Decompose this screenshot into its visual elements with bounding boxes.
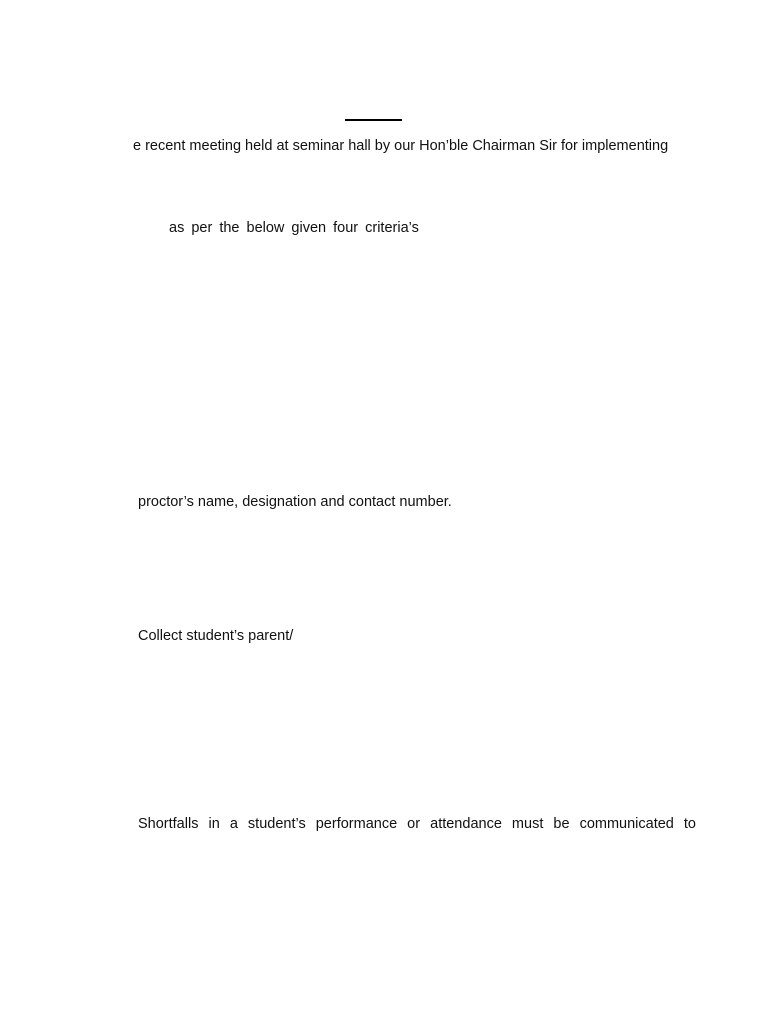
text-line-proctor: proctor’s name, designation and contact number. — [138, 494, 452, 510]
heading-underline — [345, 119, 402, 121]
text-line-parent: Collect student’s parent/ — [138, 628, 294, 644]
text-line-meeting: e recent meeting held at seminar hall by our Hon’ble Chairman Sir for implementing — [133, 138, 669, 154]
text-line-shortfalls: Shortfalls in a student’s performance or attendance must be communicated to — [138, 816, 696, 832]
text-line-criteria: as per the below given four criteria’s — [169, 220, 419, 236]
